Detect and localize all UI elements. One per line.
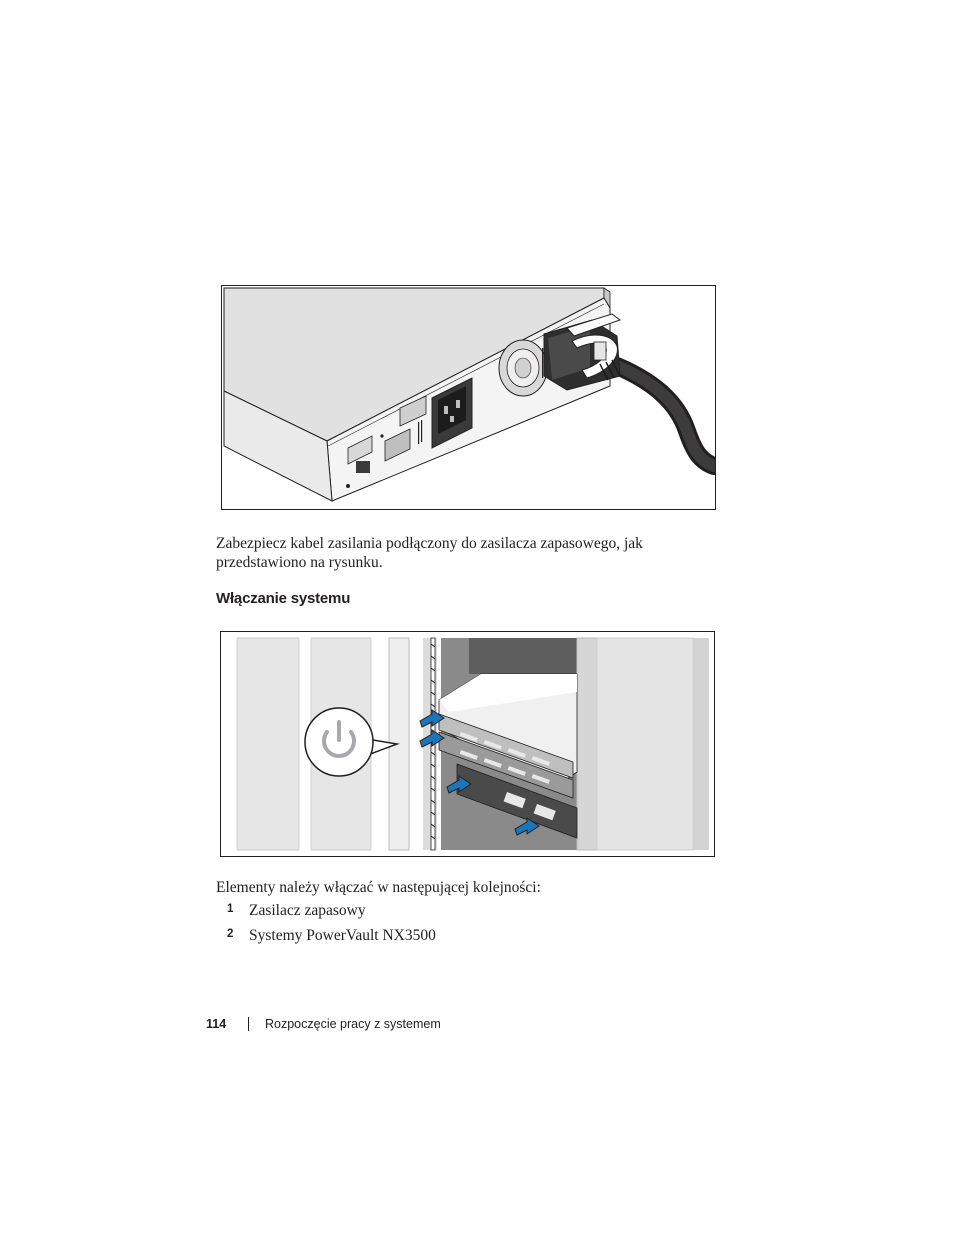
power-icon	[305, 708, 397, 776]
step-text: Systemy PowerVault NX3500	[249, 927, 436, 944]
section-heading: Włączanie systemu	[216, 590, 351, 607]
power-on-intro: Elementy należy włączać w następującej kolejności:	[216, 879, 541, 896]
chapter-title: Rozpoczęcie pracy z systemem	[265, 1017, 441, 1031]
step-number: 1	[227, 903, 234, 915]
power-on-illustration	[220, 631, 715, 857]
ups-power-cable-illustration	[221, 285, 716, 510]
figure1-caption: Zabezpiecz kabel zasilania podłączony do zasilacza zapasowego, jak przedstawiono na rysunku.	[216, 535, 643, 571]
step-number: 2	[227, 928, 234, 940]
footer-divider	[248, 1017, 249, 1031]
page-number: 114	[206, 1017, 227, 1031]
step-text: Zasilacz zapasowy	[249, 902, 366, 919]
